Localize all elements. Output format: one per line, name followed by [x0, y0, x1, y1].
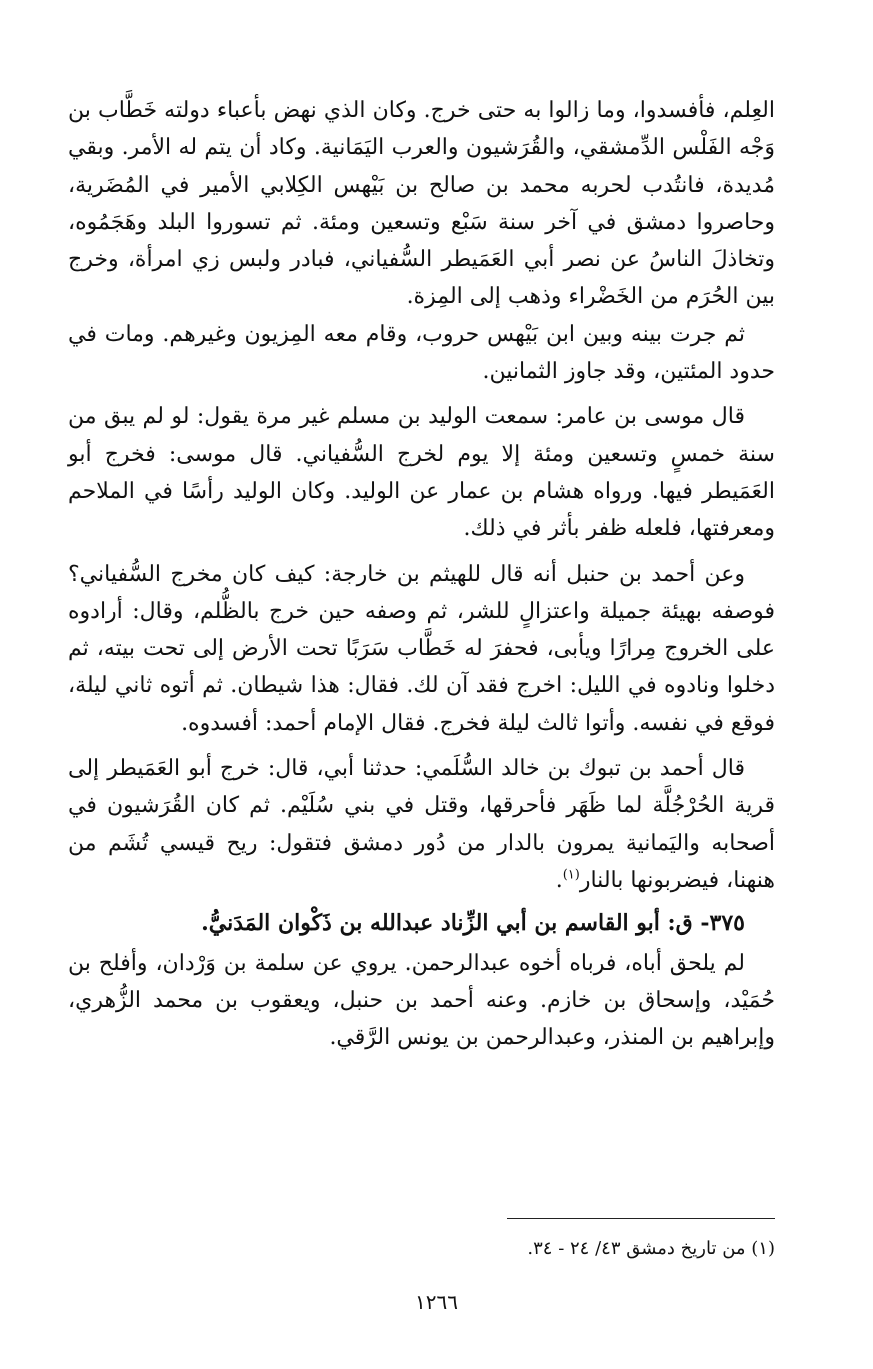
- paragraph-6: لم يلحق أباه، فرباه أخوه عبدالرحمن. يروي عن سلمة بن وَرْدان، وأفلح بن حُمَيْد، وإسحاق بن خازم. وعنه أحمد بن حنبل، ويعقوب بن محمد الزُّهري، وإبراهيم بن المنذر، وعبدالرحمن بن يونس الرَّقي.: [68, 950, 775, 1051]
- paragraph-2: ثم جرت بينه وبين ابن بَيْهس حروب، وقام معه المِزيون وغيرهم. ومات في حدود المئتين، وقد جاوز الثمانين.: [68, 321, 775, 385]
- paragraph-1: العِلم، فأفسدوا، وما زالوا به حتى خرج. وكان الذي نهض بأعباء دولته خَطَّاب بن وَجْه الفَلْس الدِّمشقي، والقُرَشيون والعرب اليَمَانية. وكاد أن يتم له الأمر. وبقي مُديدة، فانتُدب لحربه محمد بن صالح بن بَيْهس الكِلابي الأمير في المُضَرية، وحاصروا دمشق في آخر سنة سَبْع وتسعين ومئة. ثم تسوروا البلد وهَجَمُوه، وتخاذلَ الناسُ عن نصر أبي العَمَيطر السُّفياني، فبادر ولبس زي امرأة، وخرج بين الحُرَم من الخَضْراء وذهب إلى المِزة.: [68, 98, 775, 310]
- page-number: ١٢٦٦: [415, 1290, 458, 1314]
- paragraph-4: وعن أحمد بن حنبل أنه قال للهيثم بن خارجة: كيف كان مخرج السُّفياني؟ فوصفه بهيئة جميلة واعتزالٍ للشر، ثم وصفه حين خرج بالظُّلم، وقال: أرادوه على الخروج مِرارًا ويأبى، فحفرَ له خَطَّاب سَرَبًا تحت الأرض إلى تحت بيته، ثم دخلوا ونادوه في الليل: اخرج فقد آن لك. فقال: هذا شيطان. ثم أتوه ثاني ليلة، فوقع في نفسه. وأتوا ثالث ليلة فخرج. فقال الإمام أحمد: أفسدوه.: [68, 561, 775, 736]
- paragraph-5-text: قال أحمد بن تبوك بن خالد السُّلَمي: حدثنا أبي، قال: خرج أبو العَمَيطر إلى قرية الحُرْجُلَّة لما ظَهَر فأحرقها، وقتل في بني سُلَيْم. ثم كان القُرَشيون في أصحابه واليَمانية يمرون بالدار من دُور دمشق فتقول: ريح قيسي تُشَم من هنهنا، فيضربونها بالنار: [68, 756, 775, 893]
- paragraph-3: قال موسى بن عامر: سمعت الوليد بن مسلم غير مرة يقول: لو لم يبق من سنة خمسٍ وتسعين ومئة إلا يوم لخرج السُّفياني. قال موسى: فخرج أبو العَمَيطر فيها. ورواه هشام بن عمار عن الوليد. وكان الوليد رأسًا في الملاحم ومعرفتها، فلعله ظفر بأثر في ذلك.: [68, 404, 775, 542]
- paragraph-5-tail: .: [555, 867, 563, 893]
- paragraph-5: [68, 750, 775, 899]
- footnote: (١) من تاريخ دمشق ٤٣/ ٢٤ - ٣٤.: [527, 1238, 775, 1259]
- entry-heading: ٣٧٥- ق: أبو القاسم بن أبي الزِّناد عبدالله بن ذَكْوان المَدَنيُّ.: [201, 910, 745, 937]
- footnote-divider: [507, 1218, 775, 1219]
- main-text: [68, 92, 775, 1056]
- footnote-reference: (١): [562, 867, 580, 883]
